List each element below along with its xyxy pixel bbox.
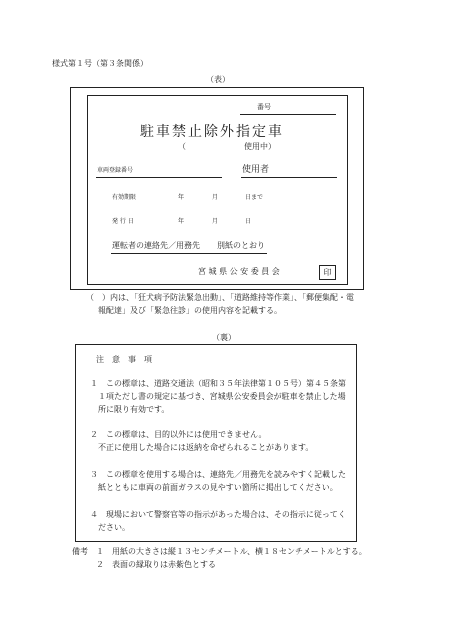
notice-item4-line1: ４ 現場において警察官等の指示があった場合は、その指示に従ってく [90,510,346,519]
notice-item4-line2: ださい。 [98,523,130,532]
validity-label: 有効期限 [112,194,137,201]
front-note-line1: （ ）内は、「狂犬病予防法緊急出動」、「道路維持等作業」、「郵便集配・電 [86,293,354,302]
front-title: 駐車禁止除外指定車 [140,124,284,140]
issue-label: 発 行 日 [112,218,134,225]
usage-close: 使用中） [244,142,276,151]
front-section-label: （表） [206,75,230,84]
notice-item1-line1: １ この標章は、道路交通法（昭和３５年法律第１０５号）第４５条第 [90,379,346,388]
seal-box [319,265,336,280]
contact-label: 運転者の連絡先／用務先 [112,241,200,250]
validity-month: 月 [212,194,219,201]
issue-day: 日 [245,218,252,225]
number-underline [240,114,336,115]
user-underline [241,177,337,178]
notice-item1-line3: 所に限り有効です。 [98,405,170,414]
validity-until: 日まで [245,194,264,201]
vehicle-reg-underline [96,177,222,178]
authority-name: 宮 城 県 公 安 委 員 会 [198,267,280,276]
remarks-item2: ２ 表面の縁取りは赤紫色とする [96,560,216,569]
user-label: 使用者 [242,165,270,175]
contact-value: 別紙のとおり [217,241,265,250]
issue-month: 月 [212,218,219,225]
front-note-line2: 報配達」及び「緊急往診」の使用内容を記載する。 [98,306,282,315]
number-label: 番号 [257,103,271,111]
vehicle-reg-label: 車両登録番号 [97,167,134,174]
validity-year: 年 [178,194,185,201]
remarks-item1: １ 用紙の大きさは縦１３センチメートル、横１８センチメートルとする。 [96,547,367,556]
notice-item3-line1: ３ この標章を使用する場合は、連絡先／用務先を読みやすく記載した [90,470,346,479]
contact-underline [111,253,267,254]
remarks-label: 備考 [72,547,88,556]
issue-year: 年 [178,218,185,225]
notice-title: 注 意 事 項 [96,355,152,364]
seal-text: 印 [323,268,332,277]
notice-item1-line2: １項ただし書の規定に基づき、宮城県公安委員会が駐車を禁止した場 [98,392,346,401]
form-id: 様式第１号（第３条関係） [52,59,148,68]
notice-item2-line2: 不正に使用した場合には返納を命ぜられることがあります。 [98,443,314,452]
notice-item3-line2: 紙とともに車両の前面ガラスの見やすい箇所に掲出してください。 [98,483,338,492]
usage-open: （ [178,142,186,151]
back-section-label: （裏） [212,333,236,342]
notice-item2-line1: ２ この標章は、目的以外には使用できません。 [90,430,267,439]
